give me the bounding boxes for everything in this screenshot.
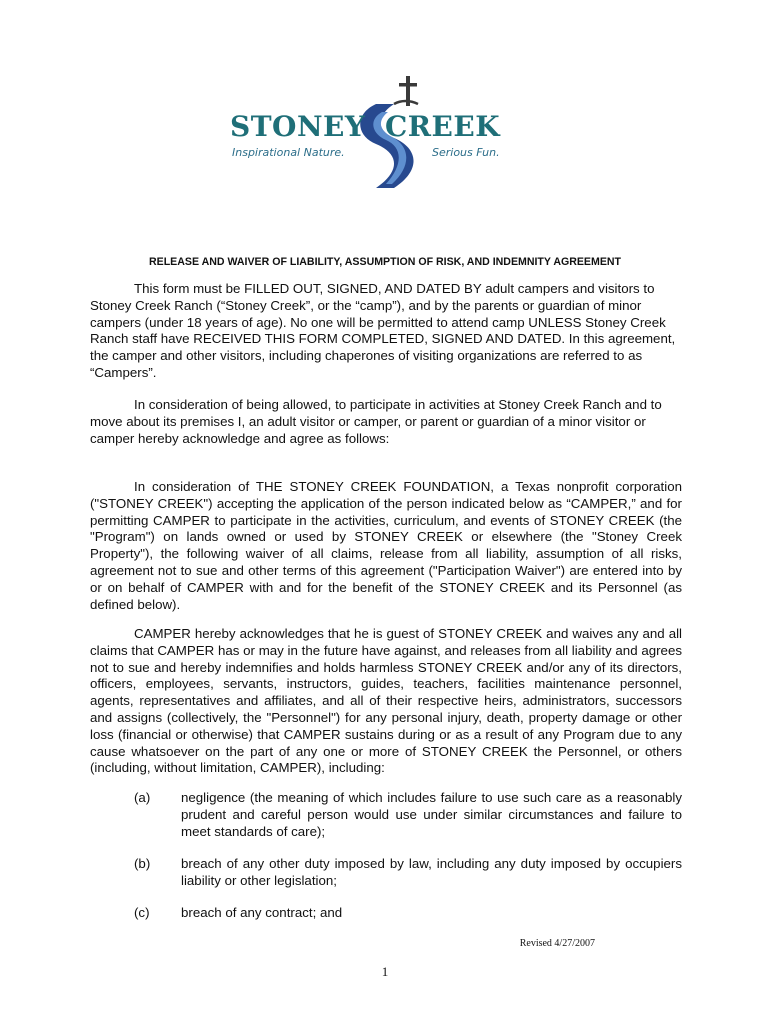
paragraph-foundation-consideration: In consideration of THE STONEY CREEK FOUNDATION, a Texas nonprofit corporation ("STONEY CREEK") accepting the application of the person indicated below as “CAMPER,” and for permitting CAMPER to participate in the activities, curriculum, and events of STONEY CREEK (the "Program") on lands owned or used by STONEY CREEK or elsewhere (the "Stoney Creek Property"), the following waiver of all claims, release from all liability, assumption of all risks, agreement not to sue and other terms of this agreement ("Participation Waiver") are entered into by or on behalf of CAMPER with and for the benefit of the STONEY CREEK and its Personnel (as defined below). xyxy=(90,479,682,612)
list-item-label: (c) xyxy=(134,905,150,920)
document-title: RELEASE AND WAIVER OF LIABILITY, ASSUMPTION OF RISK, AND INDEMNITY AGREEMENT xyxy=(148,256,622,268)
stoney-creek-logo xyxy=(226,74,526,194)
list-item-text: breach of any other duty imposed by law, including any duty imposed by occupiers liability or other legislation; xyxy=(181,856,682,888)
logo-tagline-left: Inspirational Nature. xyxy=(232,146,345,159)
logo-word-stoney: STONEY xyxy=(230,110,366,143)
page-number: 1 xyxy=(381,964,389,979)
paragraph-consideration-allowed: In consideration of being allowed, to participate in activities at Stoney Creek Ranch and to move about its premises I, an adult visitor or camper, or parent or guardian of a minor visitor or camper hereby acknowledge and agree as follows: xyxy=(90,397,662,446)
list-item-text: breach of any contract; and xyxy=(181,905,343,920)
logo-tagline-right: Serious Fun. xyxy=(432,146,500,159)
revision-date: Revised 4/27/2007 xyxy=(519,938,595,949)
list-item-label: (a) xyxy=(134,790,151,805)
logo-word-creek: CREEK xyxy=(385,110,501,143)
list-item-text: negligence (the meaning of which includes failure to use such care as a reasonably prudent and careful person would use under similar circumstances and failure to meet standards of care); xyxy=(181,790,682,839)
paragraph-instructions: This form must be FILLED OUT, SIGNED, AND DATED BY adult campers and visitors to Stoney Creek Ranch (“Stoney Creek”, or the “camp”), and by the parents or guardian of minor campers (under 18 years of age). No one will be permitted to attend camp UNLESS Stoney Creek Ranch staff have RECEIVED THIS FORM COMPLETED, SIGNED AND DATED. In this agreement, the camper and other visitors, including chaperones of visiting organizations are referred to as “Campers”. xyxy=(90,281,676,380)
paragraph-waiver-claims: CAMPER hereby acknowledges that he is guest of STONEY CREEK and waives any and all claims that CAMPER has or may in the future have against, and releases from all liability and agrees not to sue and hereby indemnifies and holds harmless STONEY CREEK and/or any of its directors, officers, employees, servants, instructors, guides, teachers, facilities maintenance personnel, agents, representatives and affiliates, and all of their respective heirs, administrators, successors and assigns (collectively, the "Personnel") for any personal injury, death, property damage or other loss (financial or otherwise) that CAMPER sustains during or as a result of any Program due to any cause whatsoever on the part of any one or more of STONEY CREEK the Personnel, or others (including, without limitation, CAMPER), including: xyxy=(90,626,682,776)
list-item-label: (b) xyxy=(134,856,151,871)
